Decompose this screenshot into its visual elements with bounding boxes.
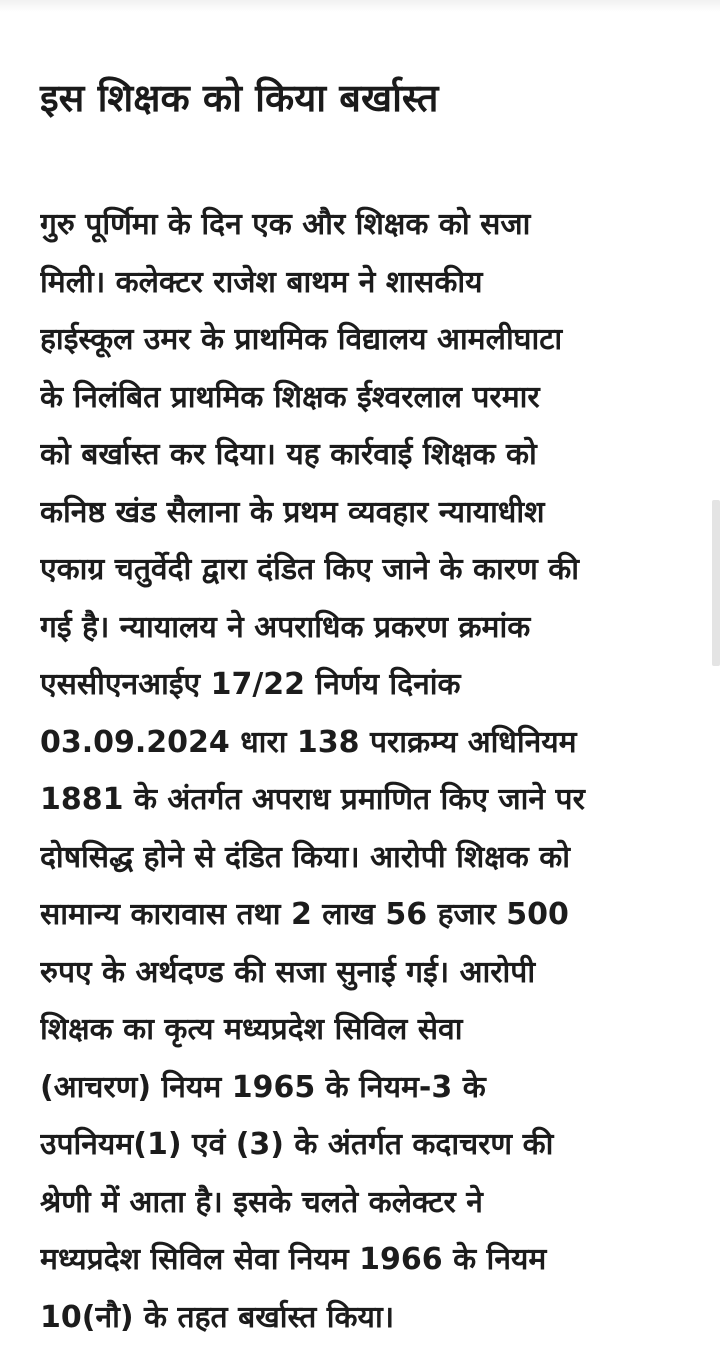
body-line: एकाग्र चतुर्वेदी द्वारा दंडित किए जाने के कारण की xyxy=(40,552,580,587)
body-line: (आचरण) नियम 1965 के नियम-3 के xyxy=(40,1069,486,1105)
body-line: दोषसिद्ध होने से दंडित किया। आरोपी शिक्षक को xyxy=(40,839,571,875)
body-line: कनिष्ठ खंड सैलाना के प्रथम व्यवहार न्यायाधीश xyxy=(40,494,545,530)
body-line: रुपए के अर्थदण्ड की सजा सुनाई गई। आरोपी xyxy=(40,954,536,990)
body-line: शिक्षक का कृत्य मध्यप्रदेश सिविल सेवा xyxy=(40,1012,463,1047)
body-line: गई है। न्यायालय ने अपराधिक प्रकरण क्रमांक xyxy=(40,609,531,645)
body-line: मिली। कलेक्टर राजेश बाथम ने शासकीय xyxy=(40,264,483,300)
body-line: एससीएनआईए 17/22 निर्णय दिनांक xyxy=(40,667,461,702)
body-line: 03.09.2024 धारा 138 पराक्रम्य अधिनियम xyxy=(40,724,577,760)
body-line: को बर्खास्त कर दिया। यह कार्रवाई शिक्षक को xyxy=(40,437,537,472)
top-edge-strip xyxy=(0,0,720,12)
body-line: सामान्य कारावास तथा 2 लाख 56 हजार 500 xyxy=(40,897,569,932)
body-line: 10(नौ) के तहत बर्खास्त किया। xyxy=(40,1299,395,1335)
body-line: श्रेणी में आता है। इसके चलते कलेक्टर ने xyxy=(40,1184,483,1220)
body-line: हाईस्कूल उमर के प्राथमिक विद्यालय आमलीघाटा xyxy=(40,322,563,357)
body-line: मध्यप्रदेश सिविल सेवा नियम 1966 के नियम xyxy=(40,1242,547,1277)
scrollbar-thumb[interactable] xyxy=(712,500,720,666)
article-headline: इस शिक्षक को किया बर्खास्त xyxy=(40,76,439,120)
body-line: 1881 के अंतर्गत अपराध प्रमाणित किए जाने पर xyxy=(40,782,585,817)
body-line: गुरु पूर्णिमा के दिन एक और शिक्षक को सजा xyxy=(40,207,531,242)
article-body xyxy=(40,196,690,1346)
news-article xyxy=(40,62,690,1346)
body-line: के निलंबित प्राथमिक शिक्षक ईश्वरलाल परमार xyxy=(40,379,540,415)
body-line: उपनियम(1) एवं (3) के अंतर्गत कदाचरण की xyxy=(40,1127,554,1162)
